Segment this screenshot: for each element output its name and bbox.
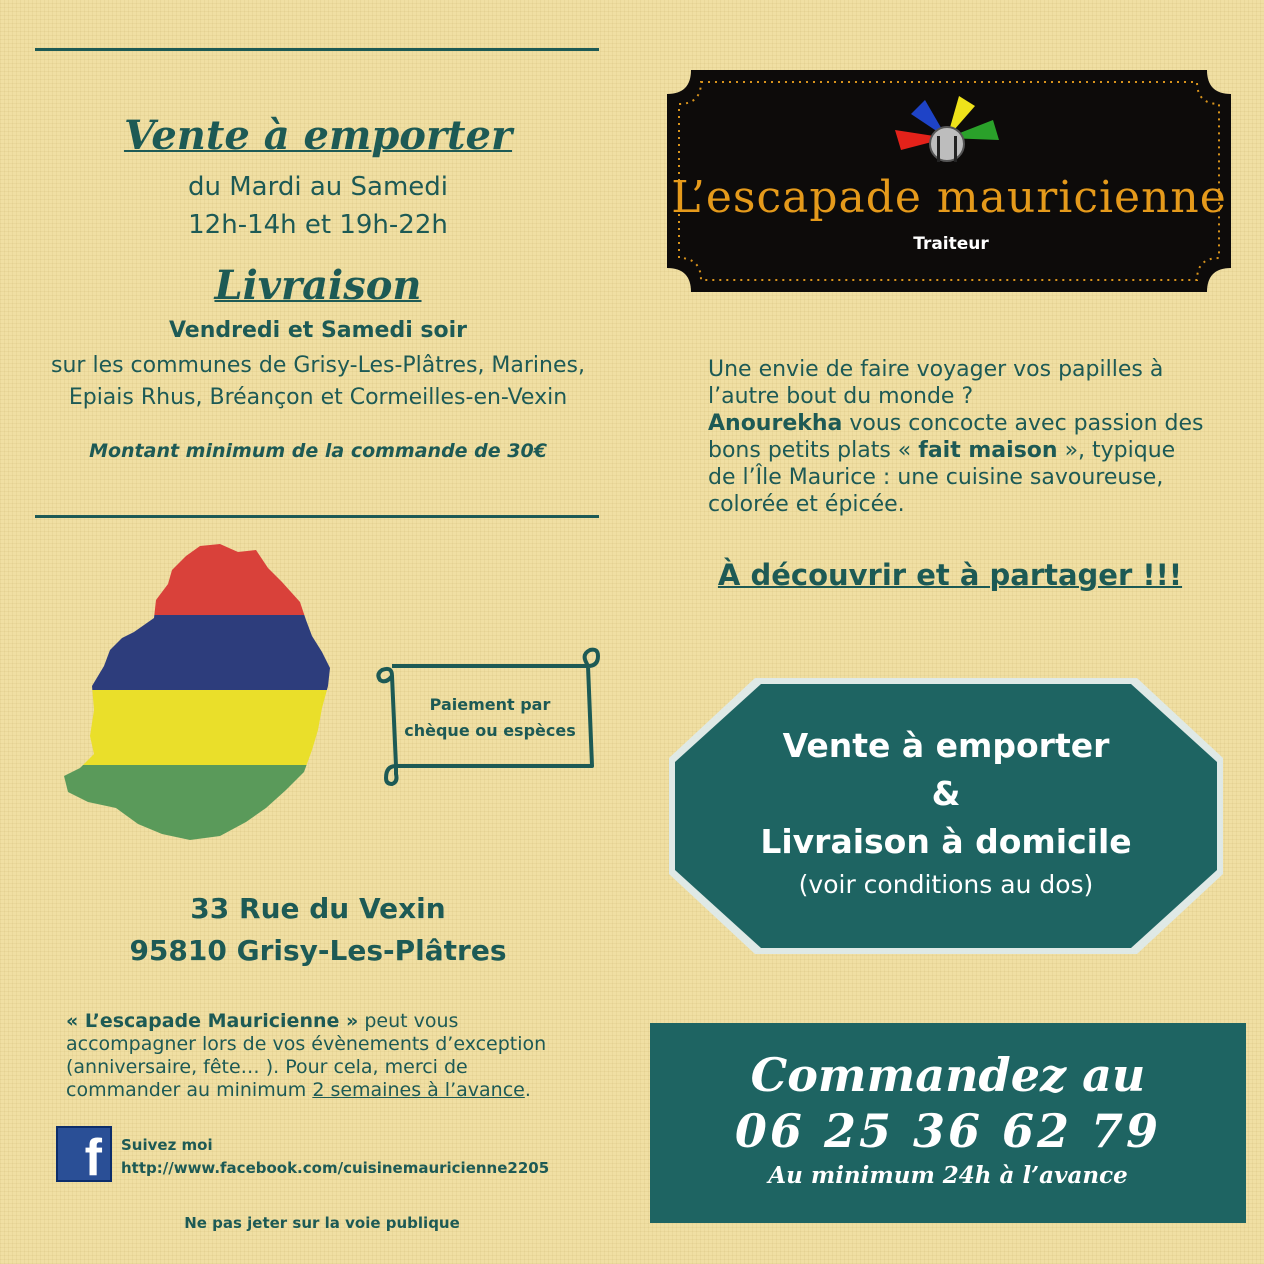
no-litter-notice: Ne pas jeter sur la voie publique xyxy=(184,1214,460,1232)
delivery-days: Vendredi et Samedi soir xyxy=(168,318,468,343)
order-title: Commandez au xyxy=(750,1048,1146,1102)
minimum-order: Montant minimum de la commande de 30€ xyxy=(89,440,547,462)
order-note: Au minimum 24h à l’avance xyxy=(768,1162,1128,1189)
mauritius-flag-map xyxy=(60,540,340,840)
octagon-ampersand: & xyxy=(931,774,961,813)
octagon-delivery: Livraison à domicile xyxy=(760,822,1132,861)
events-advance: 2 semaines à l’avance xyxy=(312,1079,525,1101)
takeaway-hours: 12h-14h et 19h-22h xyxy=(188,210,448,240)
events-text: peut vous accompagner lors de vos évènements d’exception (anniversaire, fête… ). Pour cela, merci de commander au minimum xyxy=(66,1010,547,1101)
intro-homemade: fait maison xyxy=(918,438,1058,463)
events-end: . xyxy=(524,1079,531,1101)
intro-paragraph xyxy=(708,356,1208,518)
delivery-title: Livraison xyxy=(214,262,422,309)
payment-line-1: Paiement par xyxy=(429,695,551,714)
intro-chef-name: Anourekha xyxy=(708,411,843,436)
flag-red-band xyxy=(60,540,340,615)
payment-line-2: chèque ou espèces xyxy=(404,721,576,740)
intro-question: Une envie de faire voyager vos papilles à l’autre bout du monde ? xyxy=(708,357,1164,409)
octagon-takeaway: Vente à emporter xyxy=(782,726,1110,765)
octagon-conditions: (voir conditions au dos) xyxy=(798,870,1094,899)
intro-text: vous concocte avec passion des bons petits plats « xyxy=(708,411,1204,463)
payment-text xyxy=(400,692,580,744)
discover-slogan: À découvrir et à partager !!! xyxy=(717,558,1183,592)
services-octagon xyxy=(667,676,1225,956)
takeaway-days: du Mardi au Samedi xyxy=(188,172,448,202)
events-brand: « L’escapade Mauricienne » xyxy=(66,1010,359,1032)
flag-yellow-band xyxy=(60,690,340,765)
logo-subtitle: Traiteur xyxy=(913,234,989,254)
delivery-communes: sur les communes de Grisy-Les-Plâtres, Marines, Epiais Rhus, Bréançon et Cormeilles-en-Vexin xyxy=(51,353,585,410)
address-city: 95810 Grisy-Les-Plâtres xyxy=(129,934,507,967)
takeaway-title: Vente à emporter xyxy=(123,112,513,159)
address-street: 33 Rue du Vexin xyxy=(190,892,446,925)
intro-text-end: », typique de l’Île Maurice : une cuisine savoureuse, colorée et épicée. xyxy=(708,438,1176,517)
facebook-icon[interactable] xyxy=(56,1126,112,1187)
top-divider xyxy=(35,48,599,51)
flag-green-band xyxy=(60,765,340,840)
facebook-follow-label: Suivez moi xyxy=(121,1136,213,1154)
middle-divider xyxy=(35,515,599,518)
logo-name: L’escapade mauricienne xyxy=(671,172,1227,223)
facebook-url[interactable]: http://www.facebook.com/cuisinemauricienne2205 xyxy=(121,1159,550,1177)
order-phone[interactable]: 06 25 36 62 79 xyxy=(734,1104,1162,1158)
facebook-f-glyph: f xyxy=(84,1129,102,1187)
events-paragraph xyxy=(66,1010,576,1102)
flag-blue-band xyxy=(60,615,340,690)
